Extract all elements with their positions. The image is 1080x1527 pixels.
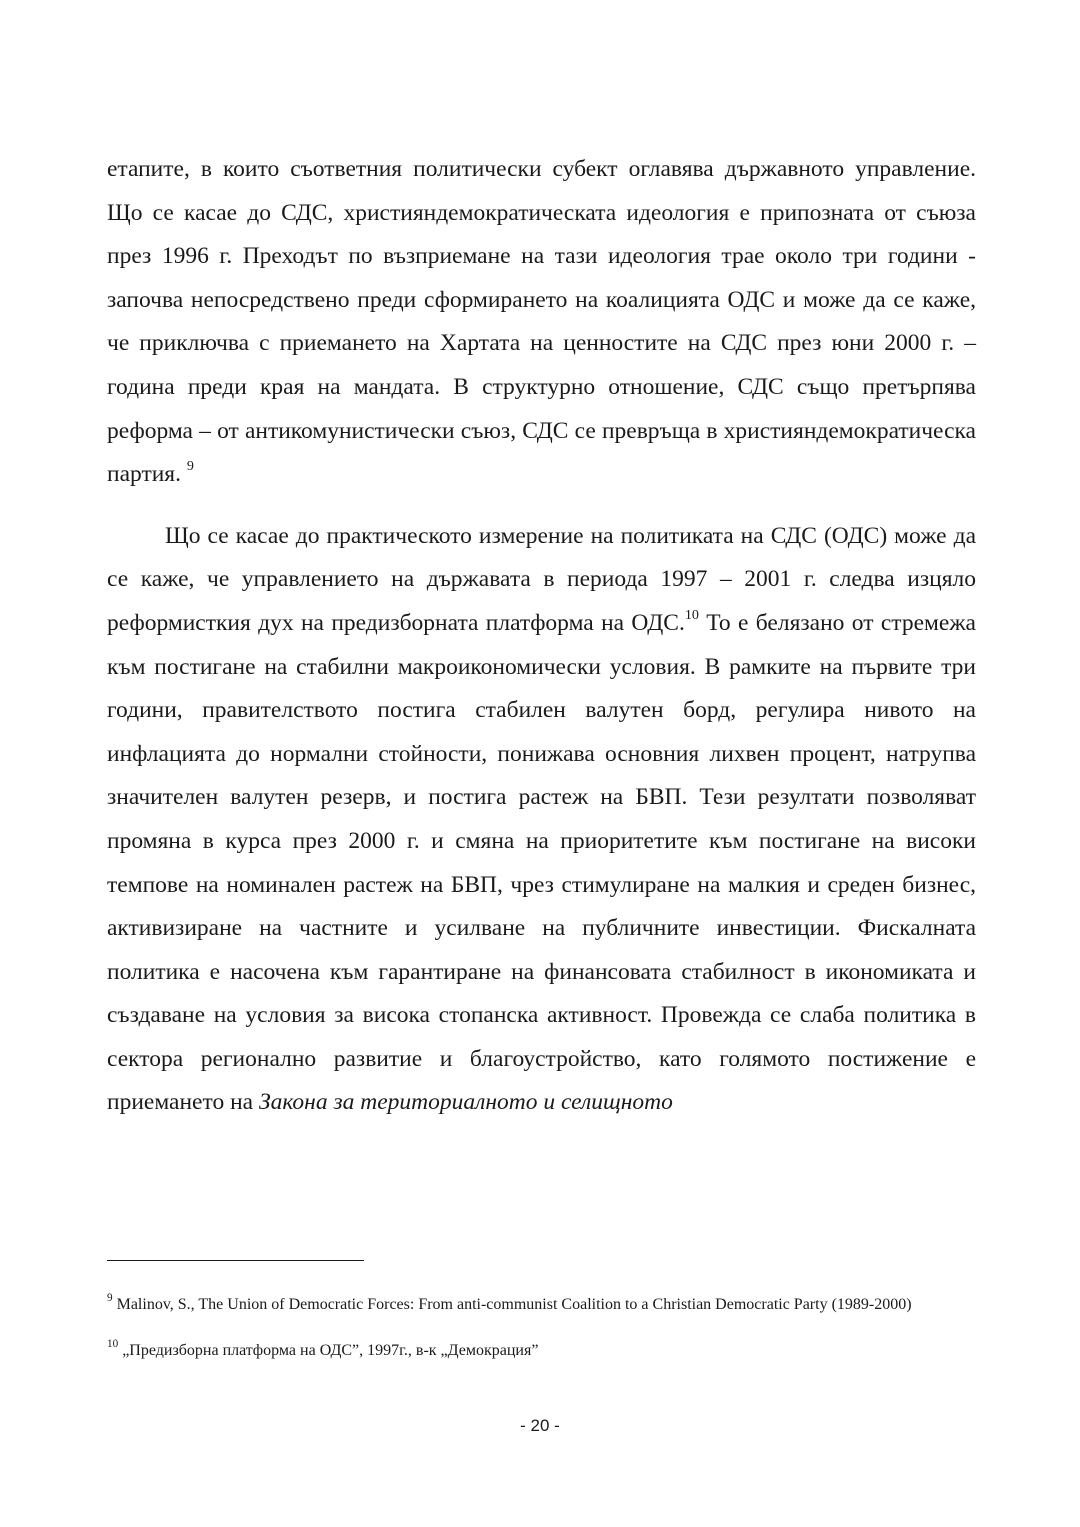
footnote-9 xyxy=(107,1290,976,1320)
paragraph-2-text-continued: То е белязано от стремежа към постигане на стабилни макроикономически условия. В рамките на първите три години, правителството постига стабилен валутен борд, регулира нивото на инфлацията до нормални стойности, понижава основния лихвен процент, натрупва значителен валутен резерв, и постига растеж на БВП. Тези резултати позволяват промяна в курса през 2000 г. и смяна на приоритетите към постигане на високи темпове на номинален растеж на БВП, чрез стимулиране на малкия и среден бизнес, активизиране на частните и усилване на публичните инвестиции. Фискалната политика е насочена към гарантиране на финансовата стабилност в икономиката и създаване на условия за висока стопанска активност. Провежда се слаба политика в сектора регионално развитие и благоустройство, като голямото постижение е приемането на xyxy=(107,609,976,1116)
footnotes xyxy=(107,1290,976,1366)
footnote-number-9: 9 xyxy=(107,1292,113,1304)
footnote-text-10: „Предизборна платформа на ОДС”, 1997г., в-к „Демокрация” xyxy=(122,1342,539,1359)
paragraph-2 xyxy=(107,515,976,1125)
paragraph-1 xyxy=(107,148,976,497)
footnote-ref-9[interactable]: 9 xyxy=(186,458,194,475)
footnote-text-9: Malinov, S., The Union of Democratic Forces: From anti-communist Coalition to a Christian Democratic Party (1989-2000) xyxy=(116,1296,912,1313)
page-number: - 20 - xyxy=(520,1416,560,1435)
body-text xyxy=(107,148,976,1125)
law-title-italic: Закона за териториалното и селищното xyxy=(258,1089,673,1116)
footnote-separator xyxy=(107,1260,364,1261)
footnote-10 xyxy=(107,1336,976,1366)
paragraph-1-text: етапите, в които съответния политически субект оглавява държавното управление. Що се касае до СДС, християндемократическата идеология е припозната от съюза през 1996 г. Преходът по възприемане на тази идеология трае около три години - започва непосредствено преди сформирането на коалицията ОДС и може да се каже, че приключва с приемането на Хартата на ценностите на СДС през юни 2000 г. – година преди края на мандата. В структурно отношение, СДС също претърпява реформа – от антикомунистически съюз, СДС се превръща в християндемократическа партия. xyxy=(107,156,976,488)
paragraph-2-text-start: Що се касае до практическото измерение на политиката на СДС (ОДС) може да се каже, че управлението на държавата в периода 1997 – 2001 г. следва изцяло реформисткия дух на предизборната платформа на ОДС. xyxy=(107,522,976,636)
footnote-ref-10[interactable]: 10 xyxy=(684,607,699,623)
footnote-number-10: 10 xyxy=(107,1338,119,1350)
